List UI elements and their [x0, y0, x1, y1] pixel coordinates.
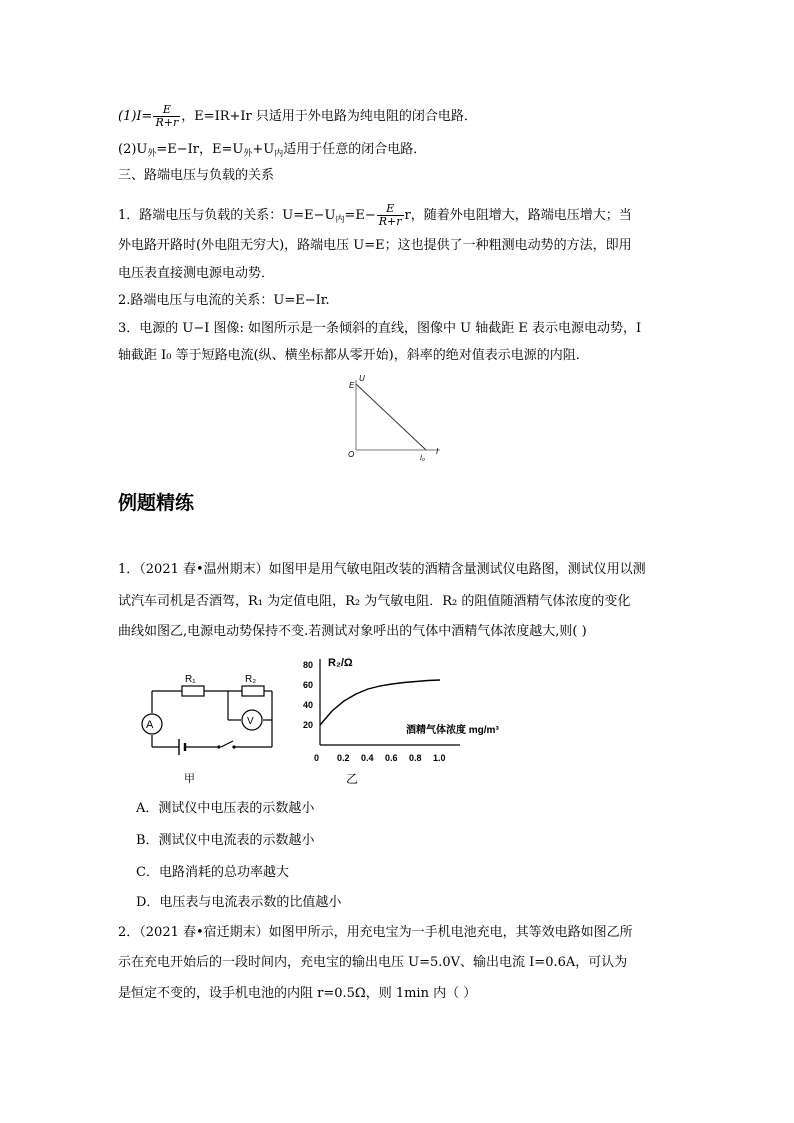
paragraph-1-line-1 — [118, 203, 632, 229]
q1-line-2: 试汽车司机是否酒驾，R₁ 为定值电阻，R₂ 为气敏电阻．R₂ 的阻值随酒精气体浓度的变化 — [118, 594, 631, 609]
q1-option-d: D．电压表与电流表示数的比值越小 — [136, 895, 342, 910]
q1-line-3: 曲线如图乙,电源电动势保持不变.若测试对象呼出的气体中酒精气体浓度越大,则( ) — [118, 624, 587, 639]
i0-label: I₀ — [420, 455, 425, 462]
e-label: E — [349, 381, 355, 390]
formula-1-text: ，E=IR+Ir 只适用于外电路为纯电阻的闭合电路． — [181, 109, 477, 124]
chart-caption: 乙 — [346, 772, 359, 786]
voltmeter-label: V — [247, 716, 254, 727]
formula-2-part-b: =E−Ir，E=U — [156, 142, 244, 157]
fraction-denominator: R+r — [155, 116, 179, 129]
subscript-outer: 外 — [147, 149, 157, 159]
q2-line-3: 是恒定不变的，设手机电池的内阻 r=0.5Ω，则 1min 内（ ） — [118, 986, 477, 1001]
p1-part-a: 1．路端电压与负载的关系：U=E−U — [118, 208, 336, 223]
section-3-title: 三、路端电压与负载的关系 — [118, 168, 275, 183]
formula-line-1 — [118, 104, 477, 129]
x-tick-label: 0.4 — [361, 753, 374, 763]
fraction-e-over-rr-2 — [377, 203, 404, 228]
q1-option-b: B．测试仪中电流表的示数越小 — [136, 833, 315, 848]
r2-label: R₂ — [245, 674, 257, 685]
formula-1-prefix: (1)I= — [118, 109, 153, 124]
x-tick-label: 0.2 — [337, 753, 350, 763]
circuit-diagram — [130, 665, 290, 790]
q1-line-1: 1．（2021 春•温州期末）如图甲是用气敏电阻改装的酒精含量测试仪电路图，测试仪用以测 — [118, 562, 646, 577]
x-tick-label: 0 — [314, 753, 320, 763]
fraction-denominator: R+r — [378, 215, 402, 228]
formula-2-text: 适用于任意的闭合电路． — [283, 142, 427, 157]
y-tick-label: 80 — [303, 660, 314, 670]
q2-line-2: 示在充电开始后的一段时间内，充电宝的输出电压 U=5.0V、输出电流 I=0.6A，可认为 — [118, 955, 628, 970]
y-tick-label: 20 — [303, 720, 314, 730]
ui-line — [356, 384, 426, 450]
paragraph-1-line-3: 电压表直接测电源电动势． — [118, 266, 275, 281]
r1-label: R₁ — [185, 674, 196, 685]
fraction-e-over-rr — [153, 104, 180, 129]
origin-label: O — [348, 450, 355, 459]
formula-2-part-c: +U — [252, 142, 275, 157]
paragraph-2: 2.路端电压与电流的关系：U=E−Ir. — [118, 293, 330, 308]
p1-part-c: r，随着外电阻增大，路端电压增大；当 — [404, 208, 632, 223]
fraction-numerator: E — [377, 203, 404, 216]
chart-y-label: R₂/Ω — [328, 657, 353, 669]
chart-x-label: 酒精气体浓度 mg/m³ — [406, 725, 499, 736]
ammeter-label: A — [146, 719, 154, 731]
formula-2-part-a: (2)U — [118, 142, 148, 157]
q1-option-c: C．电路消耗的总功率越大 — [136, 865, 289, 880]
u-axis-label: U — [359, 374, 365, 383]
paragraph-1-line-2: 外电路开路时(外电阻无穷大)，路端电压 U=E；这也提供了一种粗测电动势的方法，即用 — [118, 238, 632, 253]
q1-option-a: A．测试仪中电压表的示数越小 — [136, 801, 315, 816]
section-heading: 例题精练 — [118, 492, 195, 514]
y-tick-label: 60 — [303, 680, 314, 690]
r2-concentration-chart — [300, 645, 500, 790]
x-tick-label: 0.6 — [385, 753, 398, 763]
series-line-r2 — [320, 680, 440, 725]
x-tick-label: 1.0 — [433, 753, 446, 763]
i-axis-label: I — [436, 447, 439, 456]
paragraph-3-line-1: 3．电源的 U−I 图像: 如图所示是一条倾斜的直线，图像中 U 轴截距 E 表示电源电动势，I — [118, 321, 642, 336]
subscript-inner: 内 — [335, 215, 345, 225]
x-tick-label: 0.8 — [409, 753, 422, 763]
subscript-outer: 外 — [243, 149, 253, 159]
q2-line-1: 2．（2021 春•宿迁期末）如图甲所示，用充电宝为一手机电池充电，其等效电路如图乙所 — [118, 925, 633, 940]
p1-part-b: =E− — [344, 208, 376, 223]
formula-line-2 — [118, 141, 426, 163]
subscript-inner: 内 — [274, 149, 284, 159]
u-i-graph — [340, 370, 450, 462]
paragraph-3-line-2: 轴截距 I₀ 等于短路电流(纵、横坐标都从零开始)，斜率的绝对值表示电源的内阻． — [118, 348, 589, 363]
y-tick-label: 40 — [303, 700, 314, 710]
circuit-caption: 甲 — [184, 773, 195, 785]
fraction-numerator: E — [153, 104, 180, 117]
